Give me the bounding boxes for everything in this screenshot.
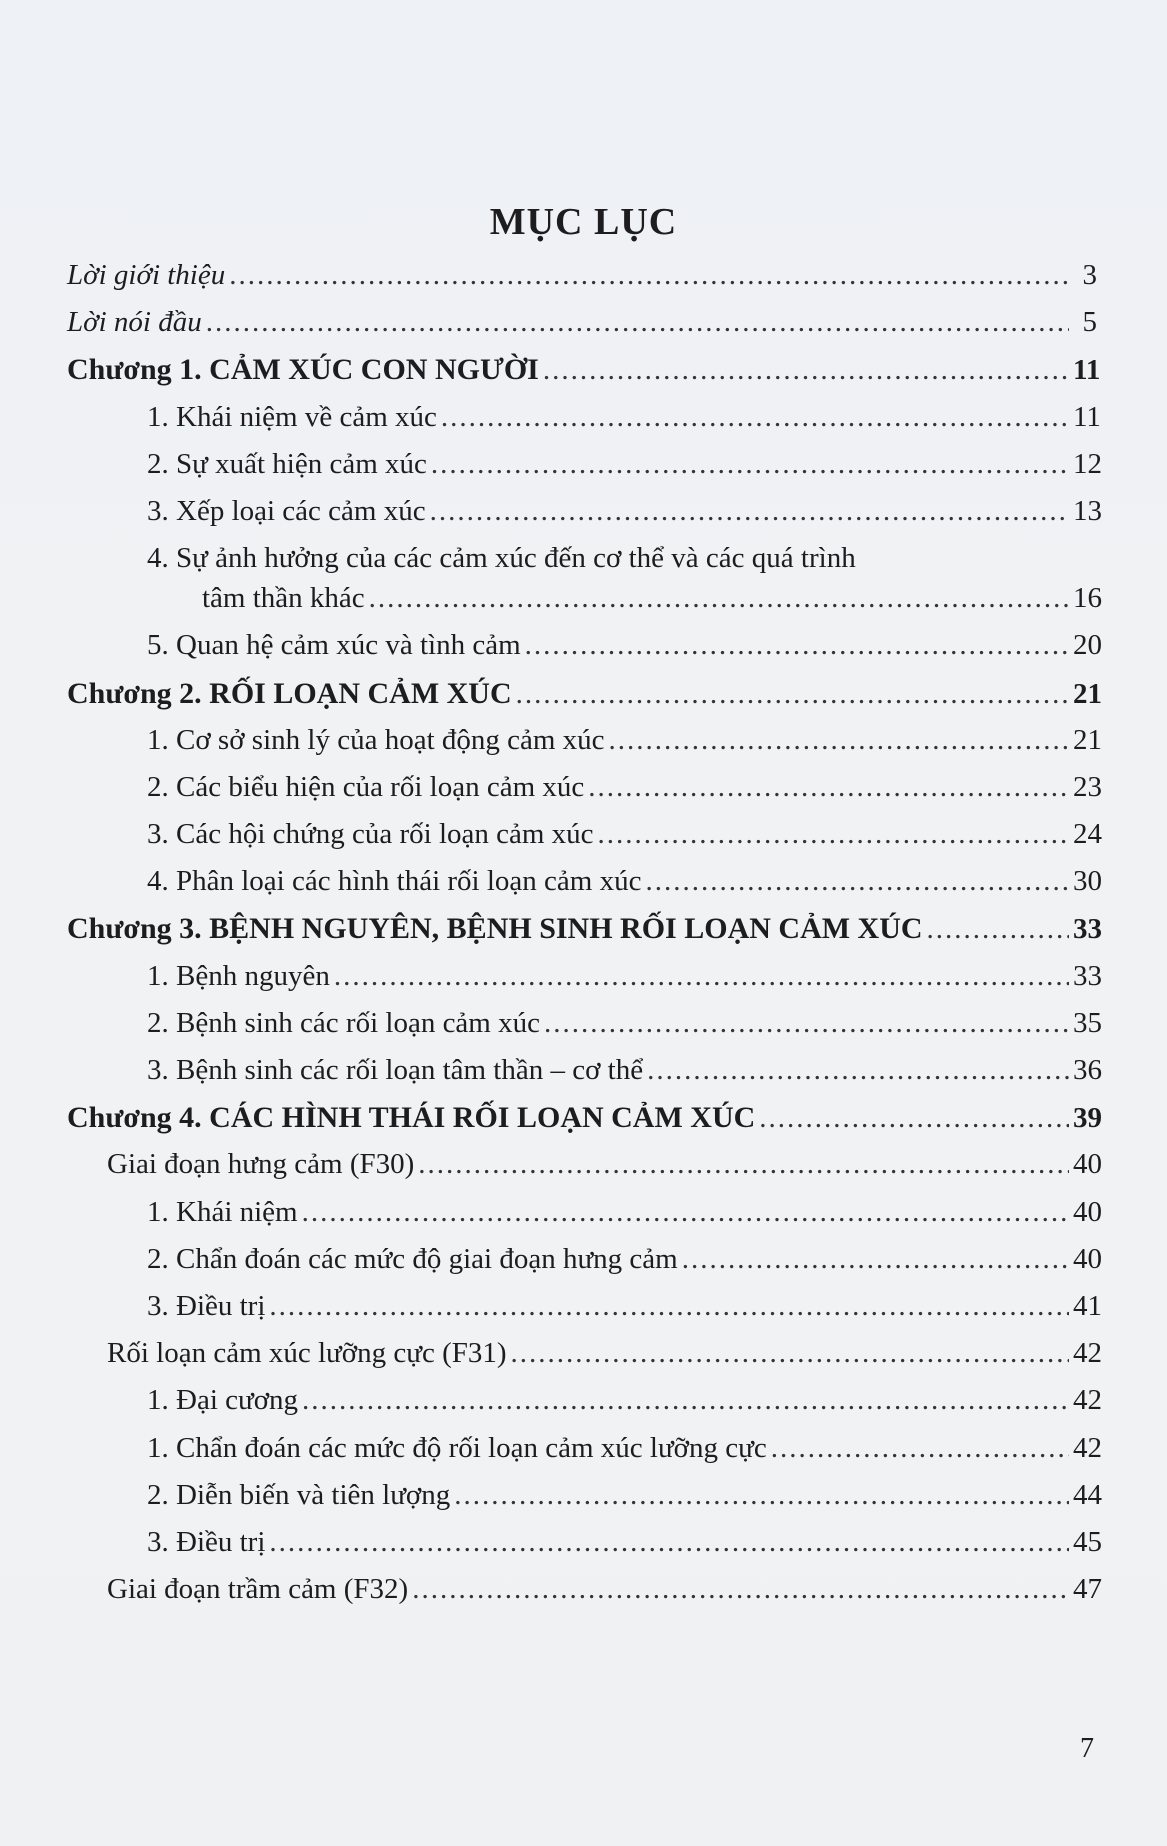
- toc-entry: [67, 1000, 1102, 1047]
- dot-leader: [771, 1425, 1069, 1472]
- dot-leader: [511, 1330, 1069, 1377]
- toc-entry: [67, 717, 1102, 764]
- toc-entry-page: 11: [1073, 354, 1101, 387]
- toc-entry: [67, 488, 1102, 535]
- toc-entry-page: 20: [1073, 629, 1102, 662]
- dot-leader: [229, 252, 1069, 299]
- dot-leader: [543, 347, 1069, 394]
- toc-entry-label: 1. Đại cương: [147, 1384, 299, 1417]
- toc-entry-page: 5: [1082, 306, 1097, 339]
- toc-entry-page: 13: [1073, 494, 1102, 527]
- dot-leader: [525, 622, 1069, 669]
- page-number: 7: [1080, 1733, 1094, 1764]
- toc-entry: [67, 1283, 1102, 1330]
- dot-leader: [682, 1236, 1069, 1283]
- dot-leader: [369, 575, 1069, 622]
- toc-entry: [67, 1472, 1102, 1519]
- toc-entry-label: Giai đoạn hưng cảm (F30): [107, 1148, 415, 1181]
- toc-entry-page: 36: [1073, 1054, 1102, 1086]
- toc-entry-page: 41: [1073, 1289, 1102, 1322]
- dot-leader: [431, 441, 1069, 488]
- toc-entry-label: 1. Bệnh nguyên: [147, 959, 330, 992]
- table-of-contents: [67, 252, 1102, 1613]
- toc-entry-label: 5. Quan hệ cảm xúc và tình cảm: [147, 629, 521, 662]
- toc-entry-page: 30: [1073, 865, 1102, 898]
- toc-entry-preface: [67, 299, 1097, 346]
- toc-entry-label: 1. Khái niệm: [147, 1195, 298, 1228]
- toc-entry-label: 2. Sự xuất hiện cảm xúc: [147, 447, 427, 480]
- toc-entry-label: 2. Diễn biến và tiên lượng: [147, 1478, 451, 1511]
- toc-entry: [67, 1047, 1102, 1094]
- toc-entry: [67, 764, 1102, 811]
- toc-entry-label: 3. Xếp loại các cảm xúc: [147, 494, 426, 527]
- dot-leader: [418, 1141, 1069, 1188]
- toc-section: [67, 1141, 1102, 1188]
- toc-section: [67, 1566, 1102, 1613]
- toc-entry-label: 2. Các biểu hiện của rối loạn cảm xúc: [147, 770, 585, 803]
- toc-chapter-1: [67, 346, 1101, 393]
- toc-chapter-3: [67, 905, 1102, 952]
- toc-entry: [67, 858, 1102, 905]
- page-title: MỤC LỤC: [489, 201, 678, 243]
- toc-entry-label: Chương 2. RỐI LOẠN CẢM XÚC: [67, 676, 512, 710]
- dot-leader: [759, 1095, 1069, 1142]
- toc-entry-page: 16: [1073, 582, 1102, 615]
- toc-entry-label: Rối loạn cảm xúc lưỡng cực (F31): [107, 1337, 507, 1370]
- dot-leader: [334, 953, 1069, 1000]
- toc-entry-page: 45: [1073, 1525, 1102, 1558]
- toc-entry-page: 42: [1073, 1337, 1102, 1370]
- toc-entry-label: 1. Chẩn đoán các mức độ rối loạn cảm xúc lưỡng cực: [147, 1431, 767, 1464]
- toc-entry-label: 4. Phân loại các hình thái rối loạn cảm xúc: [147, 865, 642, 898]
- toc-entry-page: 21: [1073, 723, 1102, 756]
- toc-entry-page: 44: [1073, 1478, 1102, 1511]
- toc-section: [67, 1330, 1102, 1377]
- toc-entry-label: 3. Bệnh sinh các rối loạn tâm thần – cơ thể: [147, 1054, 644, 1086]
- dot-leader: [412, 1566, 1069, 1613]
- toc-chapter-4: [67, 1094, 1102, 1141]
- dot-leader: [430, 488, 1069, 535]
- toc-entry-page: 40: [1073, 1148, 1102, 1181]
- toc-entry-label: Chương 3. BỆNH NGUYÊN, BỆNH SINH RỐI LOẠN CẢM XÚC: [67, 912, 923, 946]
- toc-entry-page: 39: [1073, 1102, 1102, 1135]
- toc-entry-page: 35: [1073, 1006, 1102, 1039]
- toc-entry-label-continued: tâm thần khác: [202, 582, 365, 615]
- toc-entry: [67, 575, 1102, 622]
- toc-entry-page: 47: [1073, 1573, 1102, 1606]
- dot-leader: [441, 394, 1069, 441]
- toc-entry-wrapped-line: [67, 535, 1097, 575]
- toc-entry-page: 40: [1073, 1195, 1102, 1228]
- toc-entry-page: 40: [1073, 1242, 1102, 1275]
- toc-entry-page: 42: [1073, 1384, 1102, 1417]
- toc-entry-intro: [67, 252, 1097, 299]
- dot-leader: [927, 906, 1069, 953]
- toc-entry-label: 3. Điều trị: [147, 1525, 266, 1558]
- toc-entry-page: 24: [1073, 818, 1102, 851]
- toc-chapter-2: [67, 670, 1102, 717]
- toc-entry: [67, 1377, 1102, 1424]
- toc-entry-page: 23: [1073, 770, 1102, 803]
- toc-entry: [67, 1236, 1102, 1283]
- toc-entry-label: 4. Sự ảnh hưởng của các cảm xúc đến cơ thể và các quá trình: [147, 542, 856, 575]
- toc-entry: [67, 953, 1102, 1000]
- toc-entry-label: 1. Cơ sở sinh lý của hoạt động cảm xúc: [147, 723, 605, 756]
- dot-leader: [269, 1283, 1069, 1330]
- dot-leader: [454, 1472, 1069, 1519]
- toc-entry: [67, 394, 1101, 441]
- toc-entry-page: 33: [1073, 959, 1102, 992]
- toc-entry-page: 11: [1073, 400, 1101, 433]
- dot-leader: [588, 764, 1069, 811]
- dot-leader: [302, 1189, 1069, 1236]
- toc-entry-page: 42: [1073, 1431, 1102, 1464]
- dot-leader: [609, 717, 1069, 764]
- toc-entry-page: 33: [1073, 913, 1102, 946]
- toc-entry-label: Giai đoạn trầm cảm (F32): [107, 1573, 409, 1606]
- toc-entry: [67, 1425, 1102, 1472]
- toc-entry: [67, 622, 1102, 669]
- dot-leader: [598, 811, 1069, 858]
- toc-entry-page: 21: [1073, 677, 1102, 710]
- toc-entry-label: Chương 1. CẢM XÚC CON NGƯỜI: [67, 353, 539, 387]
- toc-entry: [67, 1519, 1102, 1566]
- dot-leader: [645, 858, 1069, 905]
- toc-entry-label: Lời giới thiệu: [67, 259, 226, 291]
- toc-entry-label: 2. Chẩn đoán các mức độ giai đoạn hưng cảm: [147, 1242, 678, 1275]
- dot-leader: [269, 1519, 1069, 1566]
- toc-entry-label: 2. Bệnh sinh các rối loạn cảm xúc: [147, 1006, 540, 1039]
- toc-entry-label: Lời nói đầu: [67, 306, 202, 339]
- toc-entry-label: 3. Điều trị: [147, 1289, 266, 1322]
- toc-entry-label: 3. Các hội chứng của rối loạn cảm xúc: [147, 818, 594, 851]
- toc-entry: [67, 1189, 1102, 1236]
- dot-leader: [647, 1047, 1069, 1094]
- dot-leader: [206, 299, 1069, 346]
- toc-entry-page: 3: [1082, 259, 1097, 291]
- dot-leader: [544, 1000, 1069, 1047]
- toc-entry: [67, 441, 1102, 488]
- toc-entry-label: Chương 4. CÁC HÌNH THÁI RỐI LOẠN CẢM XÚC: [67, 1101, 756, 1135]
- toc-entry-page: 12: [1073, 447, 1102, 480]
- toc-entry: [67, 811, 1102, 858]
- toc-entry-label: 1. Khái niệm về cảm xúc: [147, 400, 437, 433]
- dot-leader: [516, 671, 1069, 718]
- dot-leader: [302, 1377, 1069, 1424]
